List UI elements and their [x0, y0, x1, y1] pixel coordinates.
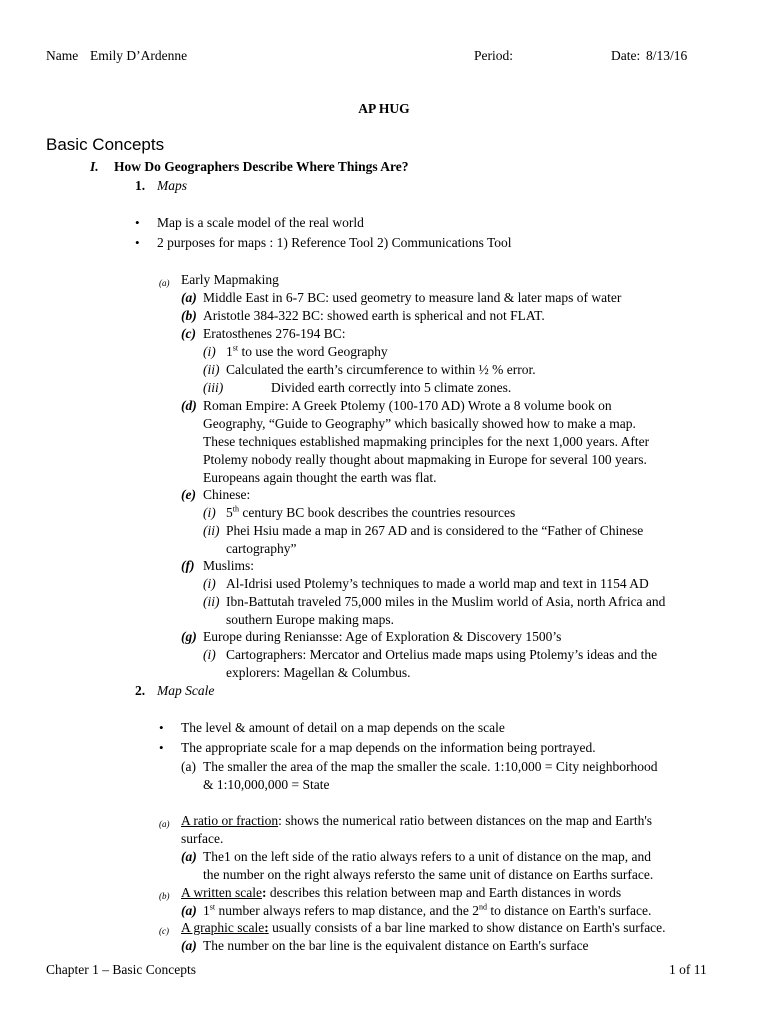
- ratio-marker: (a): [159, 819, 170, 829]
- part-i-marker: I.: [90, 159, 99, 174]
- item-f-ii-marker: (ii): [203, 594, 220, 609]
- early-marker: (a): [159, 278, 170, 288]
- maps-bullet-2: • 2 purposes for maps : 1) Reference Tool 2) Communications Tool: [157, 235, 512, 251]
- item-d-line-5: Europeans again thought the earth was flat.: [203, 470, 437, 485]
- name-label: Name: [46, 48, 79, 63]
- scale-bullet-1: • The level & amount of detail on a map depends on the scale: [181, 720, 505, 736]
- written-a-marker: (a): [181, 903, 197, 918]
- ratio-line-2: surface.: [181, 831, 224, 846]
- item-e-ii-line-1: Phei Hsiu made a map in 267 AD and is considered to the “Father of Chinese: [226, 523, 644, 538]
- item-d-line-3: These techniques established mapmaking principles for the next 1,000 years. After: [203, 434, 650, 449]
- item-d-line-4: Ptolemy nobody really thought about mapmaking in Europe for several 100 years.: [203, 452, 647, 467]
- item-e-i-marker: (i): [203, 505, 216, 520]
- item-f-i-text: Al-Idrisi used Ptolemy’s techniques to made a world map and text in 1154 AD: [226, 576, 649, 591]
- item-c-marker: (c): [181, 326, 196, 341]
- item-c-i-marker: (i): [203, 344, 216, 359]
- item-g-text: Europe during Reniansse: Age of Exploration & Discovery 1500’s: [203, 629, 562, 644]
- date-value: 8/13/16: [646, 48, 688, 63]
- item-c-i-text: 1st to use the word Geography: [226, 343, 388, 359]
- maps-bullet-1: • Map is a scale model of the real world: [157, 215, 364, 231]
- item-c-ii-marker: (ii): [203, 362, 220, 377]
- item-b-marker: (b): [181, 308, 197, 323]
- item-d-line-2: Geography, “Guide to Geography” which basically showed how to make a map.: [203, 416, 636, 431]
- maps-marker: 1.: [135, 178, 146, 193]
- ratio-a-marker: (a): [181, 849, 197, 864]
- written-a-text: 1st number always refers to map distance, and the 2nd to distance on Earth's surface.: [203, 902, 652, 918]
- item-c-ii-text: Calculated the earth’s circumference to within ½ % error.: [226, 362, 536, 377]
- item-b-text: Aristotle 384-322 BC: showed earth is spherical and not FLAT.: [203, 308, 545, 323]
- scale-sub-line-2: & 1:10,000,000 = State: [203, 777, 330, 792]
- item-e-ii-marker: (ii): [203, 523, 220, 538]
- ratio-a-line-1: The1 on the left side of the ratio always refers to a unit of distance on the map, and: [203, 849, 651, 864]
- item-f-text: Muslims:: [203, 558, 255, 573]
- scale-sub-line-1: The smaller the area of the map the smaller the scale. 1:10,000 = City neighborhood: [203, 759, 658, 774]
- item-g-i-line-1: Cartographers: Mercator and Ortelius made maps using Ptolemy’s ideas and the: [226, 647, 658, 662]
- item-g-i-line-2: explorers: Magellan & Columbus.: [226, 665, 411, 680]
- section-title: Basic Concepts: [46, 135, 165, 154]
- item-e-marker: (e): [181, 487, 196, 502]
- part-i-heading: How Do Geographers Describe Where Things Are?: [114, 159, 409, 174]
- maps-heading: Maps: [157, 178, 187, 193]
- item-c-text: Eratosthenes 276-194 BC:: [203, 326, 346, 341]
- item-e-text: Chinese:: [203, 487, 251, 502]
- written-marker: (b): [159, 891, 170, 901]
- scale-bullet-2: • The appropriate scale for a map depends on the information being portrayed.: [181, 740, 596, 756]
- graphic-marker: (c): [159, 926, 169, 936]
- item-c-iii-text: Divided earth correctly into 5 climate zones.: [271, 380, 512, 395]
- item-f-ii-line-1: Ibn-Battutah traveled 75,000 miles in the Muslim world of Asia, north Africa and: [226, 594, 666, 609]
- early-heading: Early Mapmaking: [181, 272, 279, 287]
- item-f-i-marker: (i): [203, 576, 216, 591]
- item-e-i-text: 5th century BC book describes the countries resources: [226, 504, 516, 520]
- item-a-text: Middle East in 6-7 BC: used geometry to measure land & later maps of water: [203, 290, 622, 305]
- footer-page-number: 1 of 11: [669, 962, 707, 977]
- graphic-a-text: The number on the bar line is the equivalent distance on Earth's surface: [203, 938, 589, 953]
- scale-marker: 2.: [135, 683, 146, 698]
- name-value: Emily D’Ardenne: [90, 48, 188, 63]
- item-d-line-1: Roman Empire: A Greek Ptolemy (100-170 AD) Wrote a 8 volume book on: [203, 398, 612, 413]
- document-title: AP HUG: [358, 101, 410, 116]
- item-a-marker: (a): [181, 290, 197, 305]
- graphic-a-marker: (a): [181, 938, 197, 953]
- item-g-marker: (g): [181, 629, 197, 644]
- written-text: A written scale: describes this relation between map and Earth distances in words: [181, 885, 622, 900]
- period-label: Period:: [474, 48, 513, 63]
- date-label: Date:: [611, 48, 641, 63]
- item-f-marker: (f): [181, 558, 195, 573]
- graphic-text: A graphic scale: usually consists of a bar line marked to show distance on Earth's surface.: [181, 920, 666, 935]
- scale-heading: Map Scale: [157, 683, 215, 698]
- ratio-a-line-2: the number on the right always refersto the same unit of distance on Earths surface.: [203, 867, 654, 882]
- item-d-marker: (d): [181, 398, 197, 413]
- item-e-ii-line-2: cartography”: [226, 541, 297, 556]
- ratio-text: A ratio or fraction: shows the numerical ratio between distances on the map and Earth's: [181, 813, 653, 828]
- item-c-iii-marker: (iii): [203, 380, 224, 395]
- item-f-ii-line-2: southern Europe making maps.: [226, 612, 394, 627]
- item-g-i-marker: (i): [203, 647, 216, 662]
- scale-sub-marker: (a): [181, 759, 196, 774]
- footer-chapter: Chapter 1 – Basic Concepts: [46, 962, 196, 977]
